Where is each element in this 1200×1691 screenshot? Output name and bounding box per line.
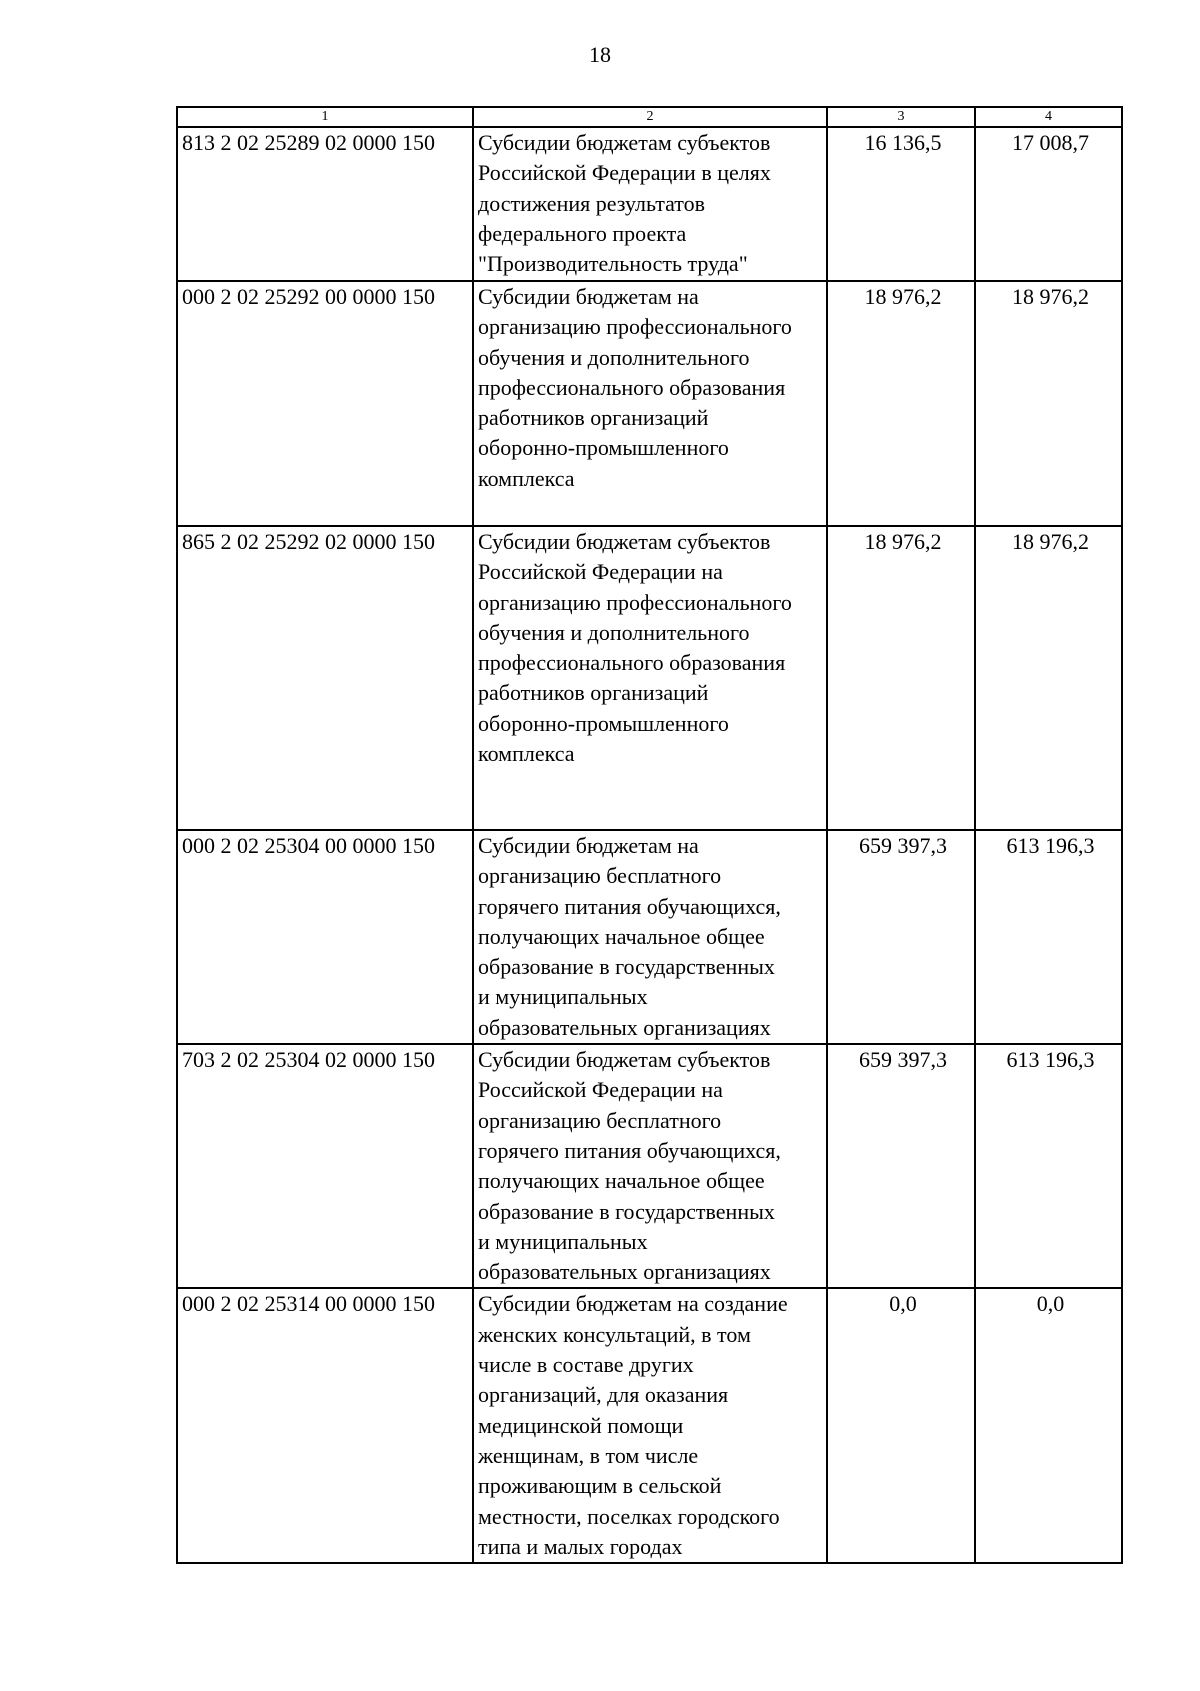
description-line: профессионального образования: [478, 374, 786, 400]
table-header-row: [177, 107, 1122, 127]
description-line: и муниципальных: [478, 984, 648, 1010]
description-line: женских консультаций, в том: [478, 1321, 751, 1347]
budget-table: [176, 106, 1123, 1564]
description-line: образование в государственных: [478, 1198, 775, 1224]
description-line: организацию бесплатного: [478, 1107, 722, 1133]
description-line: работников организаций: [478, 405, 709, 431]
description-line: типа и малых городах: [478, 1533, 683, 1559]
column-header-2: 2: [473, 107, 827, 127]
description-line: профессионального образования: [478, 650, 786, 676]
description-line: федерального проекта: [478, 220, 687, 246]
description-line: обучения и дополнительного: [478, 344, 750, 370]
amount-column-4-cell: 17 008,7: [975, 127, 1122, 281]
description-line: оборонно-промышленного: [478, 710, 729, 736]
description-line: Субсидии бюджетам субъектов: [478, 1047, 771, 1073]
description-line: образовательных организациях: [478, 1014, 771, 1040]
description-line: Субсидии бюджетам субъектов: [478, 130, 771, 155]
page-number: 18: [589, 42, 611, 67]
description-line: числе в составе других: [478, 1352, 694, 1378]
table-row: [177, 1044, 1122, 1288]
description-cell: [473, 127, 827, 281]
amount-column-3-cell: 659 397,3: [827, 830, 975, 1044]
budget-code-cell: 703 2 02 25304 02 0000 150: [177, 1044, 473, 1288]
table-row: [177, 1288, 1122, 1563]
amount-column-4-cell: 18 976,2: [975, 281, 1122, 526]
table-row: [177, 281, 1122, 526]
description-line: Российской Федерации на: [478, 559, 723, 585]
amount-column-3-cell: 18 976,2: [827, 281, 975, 526]
description-line: Субсидии бюджетам субъектов: [478, 529, 771, 554]
description-line: Субсидии бюджетам на: [478, 833, 699, 858]
description-line: женщинам, в том числе: [478, 1442, 699, 1468]
budget-code-cell: 000 2 02 25314 00 0000 150: [177, 1288, 473, 1563]
amount-column-3-cell: 659 397,3: [827, 1044, 975, 1288]
budget-code-cell: 000 2 02 25304 00 0000 150: [177, 830, 473, 1044]
description-line: организаций, для оказания: [478, 1382, 729, 1408]
description-line: Субсидии бюджетам на: [478, 284, 699, 309]
description-line: горячего питания обучающихся,: [478, 893, 781, 919]
column-header-3: 3: [827, 107, 975, 127]
description-line: получающих начальное общее: [478, 1168, 765, 1194]
description-cell: [473, 1044, 827, 1288]
amount-column-3-cell: 0,0: [827, 1288, 975, 1563]
column-header-1: 1: [177, 107, 473, 127]
amount-column-4-cell: 18 976,2: [975, 526, 1122, 830]
description-line: организацию профессионального: [478, 589, 792, 615]
amount-column-3-cell: 18 976,2: [827, 526, 975, 830]
description-line: проживающим в сельской: [478, 1473, 722, 1499]
description-line: местности, поселках городского: [478, 1503, 780, 1529]
description-line: получающих начальное общее: [478, 923, 765, 949]
budget-code-cell: 813 2 02 25289 02 0000 150: [177, 127, 473, 281]
description-line: комплекса: [478, 741, 575, 767]
description-cell: [473, 1288, 827, 1563]
table-row: [177, 127, 1122, 281]
table-row: [177, 526, 1122, 830]
description-line: образовательных организациях: [478, 1259, 771, 1285]
description-line: обучения и дополнительного: [478, 619, 750, 645]
amount-column-4-cell: 613 196,3: [975, 830, 1122, 1044]
description-line: достижения результатов: [478, 190, 705, 216]
description-line: и муниципальных: [478, 1228, 648, 1254]
budget-code-cell: 865 2 02 25292 02 0000 150: [177, 526, 473, 830]
amount-column-4-cell: 0,0: [975, 1288, 1122, 1563]
description-line: оборонно-промышленного: [478, 435, 729, 461]
description-line: работников организаций: [478, 680, 709, 706]
column-header-4: 4: [975, 107, 1122, 127]
budget-code-cell: 000 2 02 25292 00 0000 150: [177, 281, 473, 526]
amount-column-3-cell: 16 136,5: [827, 127, 975, 281]
description-line: организацию бесплатного: [478, 863, 722, 889]
description-line: Российской Федерации на: [478, 1077, 723, 1103]
description-cell: [473, 526, 827, 830]
table-body: [177, 127, 1122, 1563]
description-line: Субсидии бюджетам на создание: [478, 1291, 788, 1317]
description-line: комплекса: [478, 465, 575, 491]
description-cell: [473, 830, 827, 1044]
description-line: организацию профессионального: [478, 314, 792, 340]
description-cell: [473, 281, 827, 526]
amount-column-4-cell: 613 196,3: [975, 1044, 1122, 1288]
description-line: горячего питания обучающихся,: [478, 1137, 781, 1163]
description-line: Российской Федерации в целях: [478, 160, 771, 186]
table-row: [177, 830, 1122, 1044]
description-line: "Производительность труда": [478, 251, 748, 277]
description-line: медицинской помощи: [478, 1412, 684, 1438]
description-line: образование в государственных: [478, 954, 775, 980]
